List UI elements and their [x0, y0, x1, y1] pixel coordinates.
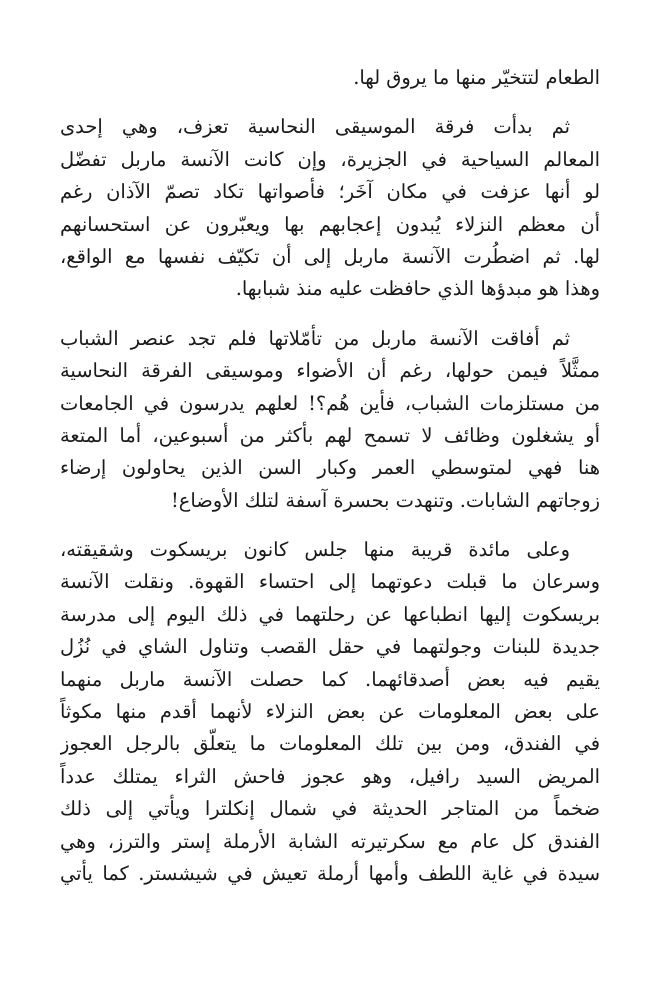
- text-line: يقيم فيه بعض أصدقائهما. كما حصلت الآنسة ماربل منهما: [60, 667, 600, 691]
- text-line: لها. ثم اضطُرت الآنسة ماربل إلى أن تكيّف نفسها مع الواقع،: [60, 244, 600, 268]
- text-line: أو يشغلون وظائف لا تسمح لهم بأكثر من أسبوعين، أما المتعة: [60, 423, 600, 447]
- text-line: لو أنها عزفت في مكان آخَر؛ فأصواتها تكاد تصمّ الآذان رغم: [60, 180, 600, 204]
- text-line: ضخماً من المتاجر الحديثة في شمال إنكلترا ويأتي إلى ذلك: [60, 797, 600, 821]
- text-line: وعلى مائدة قريبة منها جلس كانون بريسكوت وشقيقته،: [60, 538, 570, 562]
- text-line: على بعض المعلومات عن بعض النزلاء لأنهما أقدم منها مكوثاً: [60, 700, 600, 724]
- paragraph-1: [60, 62, 600, 94]
- text-line: سيدة في غاية اللطف وأمها أرملة تعيش في شيشستر. كما يأتي: [60, 861, 600, 885]
- text-line: وهذا هو مبدؤها الذي حافظت عليه منذ شبابها.: [235, 277, 600, 301]
- book-page: [60, 62, 600, 890]
- text-line: الطعام لتتخيّر منها ما يروق لها.: [353, 66, 600, 89]
- text-line: ثم بدأت فرقة الموسيقى النحاسية تعزف، وهي إحدى: [60, 115, 570, 139]
- text-line: المعالم السياحية في الجزيرة، وإن كانت الآنسة ماربل تفضّل: [60, 147, 600, 171]
- paragraph-2: [60, 111, 600, 305]
- text-line: ثم أفاقت الآنسة ماربل من تأمّلاتها فلم تجد عنصر الشباب: [60, 326, 570, 350]
- text-line: جديدة للبنات وجولتهما في حقل القصب وتناول الشاي في نُزُل: [60, 635, 600, 659]
- text-line: بريسكوت إليها انطباعها عن رحلتهما في ذلك اليوم إلى مدرسة: [60, 602, 600, 626]
- text-line: المريض السيد رافيل، وهو عجوز فاحش الثراء يمتلك عدداً: [60, 764, 600, 788]
- text-line: هنا فهي لمتوسطي العمر وكبار السن الذين يحاولون إرضاء: [60, 456, 600, 480]
- text-line: ممثَّلاً فيمن حولها، رغم أن الأضواء وموسيقى الفرقة النحاسية: [60, 359, 600, 383]
- text-line: وسرعان ما قبلت دعوتهما إلى احتساء القهوة. ونقلت الآنسة: [60, 570, 600, 594]
- text-line: زوجاتهم الشابات. وتنهدت بحسرة آسفة لتلك الأوضاع!: [170, 488, 600, 512]
- text-line: في الفندق، ومن بين تلك المعلومات ما يتعلّق بالرجل العجوز: [60, 732, 600, 756]
- paragraph-4: [60, 534, 600, 890]
- text-line: من مستلزمات الشباب، فأين هُم؟! لعلهم يدرسون في الجامعات: [60, 391, 600, 415]
- text-line: أن معظم النزلاء يُبدون إعجابهم بها ويعبّرون عن استحسانهم: [60, 212, 600, 236]
- text-line: الفندق كل عام مع سكرتيرته الشابة الأرملة إستر والترز، وهي: [60, 829, 600, 853]
- paragraph-3: [60, 323, 600, 517]
